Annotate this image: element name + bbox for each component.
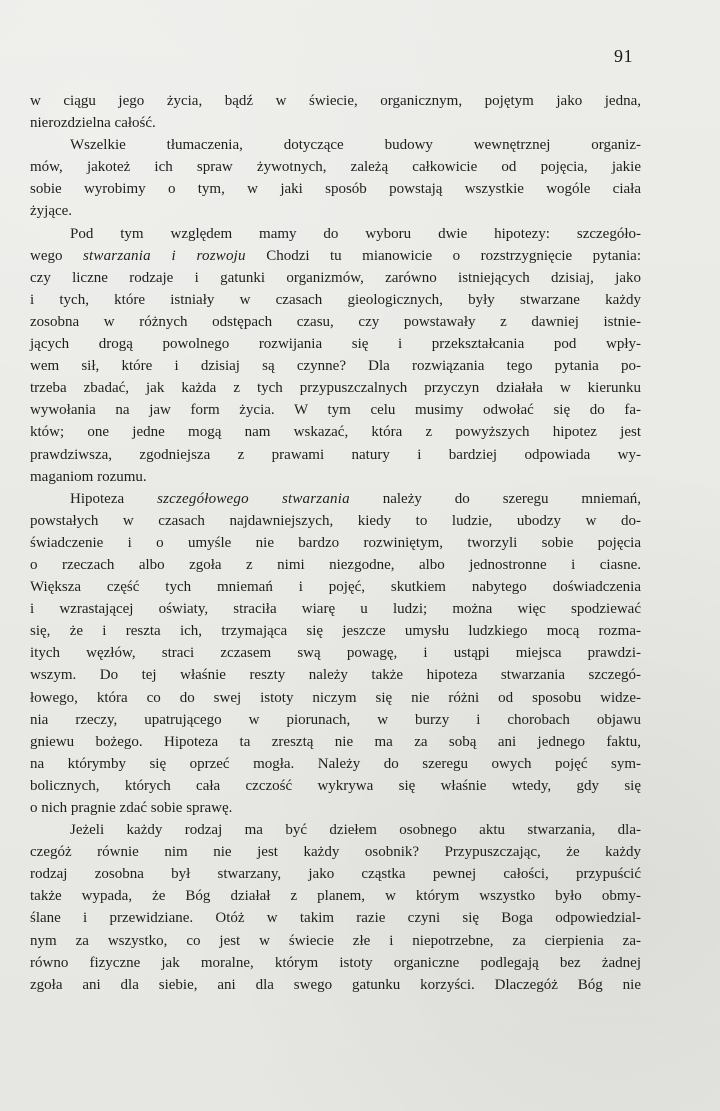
text-line: zgoła ani dla siebie, ani dla swego gatunku korzyści. Dlaczegóż Bóg nie xyxy=(30,976,641,993)
text-line: się, że i reszta ich, trzymająca się jeszcze umysłu ludzkiego mocą rozma- xyxy=(30,623,641,640)
text-line: maganiom rozumu. xyxy=(30,468,147,485)
text-line: jących drogą powolnego rozwijania się i przekształcania pod wpły- xyxy=(30,336,641,353)
text-line: itych węzłów, straci zczasem swą powagę, i ustąpi miejsca prawdzi- xyxy=(30,645,641,662)
text-line: rodzaj zosobna był stwarzany, jako cząstka pewnej całości, przypuścić xyxy=(30,866,641,883)
text-line: trzeba zbadać, jak każda z tych przypuszczalnych przyczyn działała w kierunku xyxy=(30,380,641,397)
text-line: nierozdzielna całość. xyxy=(30,115,156,132)
text-line: ślane i przewidziane. Otóż w takim razie czyni się Boga odpowiedzial- xyxy=(30,910,641,927)
paragraph xyxy=(30,488,641,819)
paragraph xyxy=(30,819,641,996)
text-line: o nich pragnie zdać sobie sprawę. xyxy=(30,800,233,816)
text-line: i wzrastającej oświaty, straciła wiarę u ludzi; można więc spodziewać xyxy=(30,601,641,618)
text-line: czy liczne rodzaje i gatunki organizmów, zarówno istniejących dzisiaj, jako xyxy=(30,269,641,286)
text-line: Jeżeli każdy rodzaj ma być dziełem osobnego aktu stwarzania, dla- xyxy=(70,822,641,839)
text-line: nym za wszystko, co jest w świecie złe i niepotrzebne, za cierpienia za- xyxy=(30,932,641,949)
text-line: Hipoteza szczegółowego stwarzania należy do szeregu mniemań, xyxy=(70,490,641,507)
paragraph xyxy=(30,223,641,488)
text-line: świadczenie i o umyśle nie bardzo rozwiniętym, tworzyli sobie pojęcia xyxy=(30,534,641,551)
text-line: na którymby się oprzeć mogła. Należy do szeregu owych pojęć sym- xyxy=(30,755,641,772)
text-line: gniewu bożego. Hipoteza ta zresztą nie ma za sobą ani jednego faktu, xyxy=(30,733,641,750)
text-line: wywołania na jaw form życia. W tym celu musimy odwołać się do fa- xyxy=(30,402,641,419)
italic-term: szczegółowego stwarzania xyxy=(157,490,350,507)
text-line: także wypada, że Bóg działał z planem, w którym wszystko było obmy- xyxy=(30,888,641,905)
italic-term: stwarzania i rozwoju xyxy=(82,247,246,264)
paragraph xyxy=(30,90,641,134)
body-text xyxy=(30,90,641,996)
text-line: łowego, która co do swej istoty niczym się nie różni od sposobu widze- xyxy=(30,689,641,706)
text-line: wego stwarzania i rozwoju Chodzi tu mianowicie o rozstrzygnięcie pytania: xyxy=(30,247,641,264)
text-line: w ciągu jego życia, bądź w świecie, organicznym, pojętym jako jedna, xyxy=(30,93,641,109)
text-line: wszym. Do tej właśnie reszty należy także hipoteza stwarzania szczegó- xyxy=(30,667,641,684)
text-line: równo fizyczne jak moralne, którym istoty organiczne podlegają bez żadnej xyxy=(30,954,641,971)
text-line: Większa część tych mniemań i pojęć, skutkiem nabytego doświadczenia xyxy=(30,579,641,596)
text-line: powstałych w czasach najdawniejszych, kiedy to ludzie, ubodzy w do- xyxy=(30,512,641,529)
text-line: czegóż równie nim nie jest każdy osobnik? Przypuszczając, że każdy xyxy=(30,844,641,861)
text-line: wem sił, które i dzisiaj są czynne? Dla rozwiązania tego pytania po- xyxy=(30,358,641,375)
text-line: i tych, które istniały w czasach gieologicznych, były stwarzane każdy xyxy=(30,291,641,308)
text-line: któw; one jedne mogą nam wskazać, która z powyższych hipotez jest xyxy=(30,424,641,441)
text-line: nia rzeczy, upatrującego w piorunach, w burzy i chorobach objawu xyxy=(30,711,641,728)
paragraph xyxy=(30,134,641,222)
text-line: żyjące. xyxy=(30,203,73,220)
page-number: 91 xyxy=(614,46,633,66)
text-line: prawdziwsza, zgodniejsza z prawami natury i bardziej odpowiada wy- xyxy=(30,446,641,463)
text-line: zosobna w różnych odstępach czasu, czy powstawały z dawniej istnie- xyxy=(30,313,641,330)
text-line: Pod tym względem mamy do wyboru dwie hipotezy: szczegóło- xyxy=(70,225,641,242)
text-line: Wszelkie tłumaczenia, dotyczące budowy wewnętrznej organiz- xyxy=(70,137,641,154)
text-line: sobie wyrobimy o tym, w jaki sposób powstają wszystkie wogóle ciała xyxy=(30,181,641,198)
text-line: mów, jakoteż ich spraw żywotnych, zależą całkowicie od pojęcia, jakie xyxy=(30,159,641,176)
text-line: o rzeczach albo zgoła z nimi niezgodne, albo jednostronne i ciasne. xyxy=(30,556,641,573)
text-line: bolicznych, których cała czczość wykrywa się właśnie wtedy, gdy się xyxy=(30,777,641,794)
